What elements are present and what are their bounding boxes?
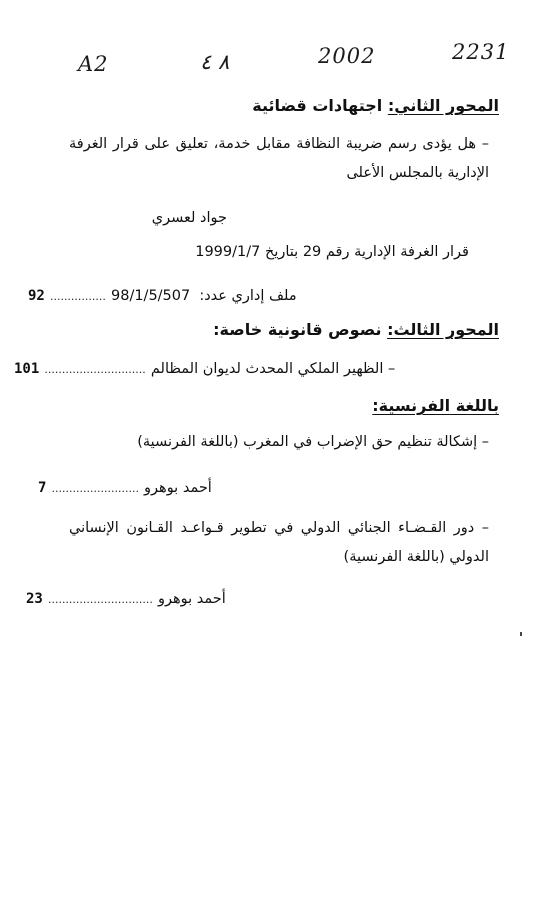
handwritten-mark-a2: A2 <box>78 52 109 76</box>
section-heading-french-title: باللغة الفرنسية: <box>372 396 499 415</box>
section-heading-3-title: نصوص قانونية خاصة: <box>213 320 382 339</box>
item-1-author: جواد لعسري <box>151 210 227 226</box>
section-heading-2 <box>252 96 499 115</box>
section-heading-2-lead: المحور الثاني: <box>387 96 499 115</box>
item-2-line <box>14 358 395 377</box>
section-heading-2-title: اجتهادات قضائية <box>252 96 383 115</box>
leader-dots: ......................... <box>51 482 139 495</box>
item-2-page: 101 <box>14 361 40 377</box>
item-3-page: 7 <box>38 480 47 496</box>
item-4-author: أحمد بوهرو <box>157 591 226 607</box>
leader-dots: .............................. <box>47 593 153 606</box>
item-1-file-label: ملف إداري عدد: <box>199 288 297 304</box>
item-1-file-number: 98/1/5/507 <box>111 288 191 304</box>
item-1-decision: قرار الغرفة الإدارية رقم 29 بتاريخ 1999/1/7 <box>195 244 469 260</box>
item-3-text: – إشكالة تنظيم حق الإضراب في المغرب (باللغة الفرنسية) <box>137 434 489 450</box>
item-1-file-line <box>28 285 297 304</box>
item-4-page: 23 <box>26 591 43 607</box>
item-4-author-line <box>26 588 226 607</box>
item-1-page: 92 <box>28 288 45 304</box>
item-4-text: – دور القـضـاء الجنائي الدولي في تطوير قـواعـد القـانون الإنساني الدولي (باللغة الفرنسية) <box>69 520 489 565</box>
handwritten-mark-year: 2002 <box>318 44 376 68</box>
scan-speck <box>520 632 522 636</box>
section-heading-3 <box>213 320 499 339</box>
section-heading-3-lead: المحور الثالث: <box>387 320 499 339</box>
leader-dots: ............................. <box>44 363 146 376</box>
item-3-author: أحمد بوهرو <box>144 480 212 496</box>
item-2-text: – الظهير الملكي المحدث لديوان المظالم <box>150 361 396 377</box>
item-1-text: – هل يؤدى رسم ضريبة النظافة مقابل خدمة، تعليق على قرار الغرفة الإدارية بالمجلس الأعلى <box>69 136 489 181</box>
handwritten-mark-number: 2231 <box>452 40 510 64</box>
handwritten-mark-issue: ٨ ٤ <box>200 50 230 74</box>
item-3-author-line <box>38 477 212 496</box>
leader-dots: ................ <box>49 290 106 303</box>
section-heading-french <box>372 396 499 415</box>
